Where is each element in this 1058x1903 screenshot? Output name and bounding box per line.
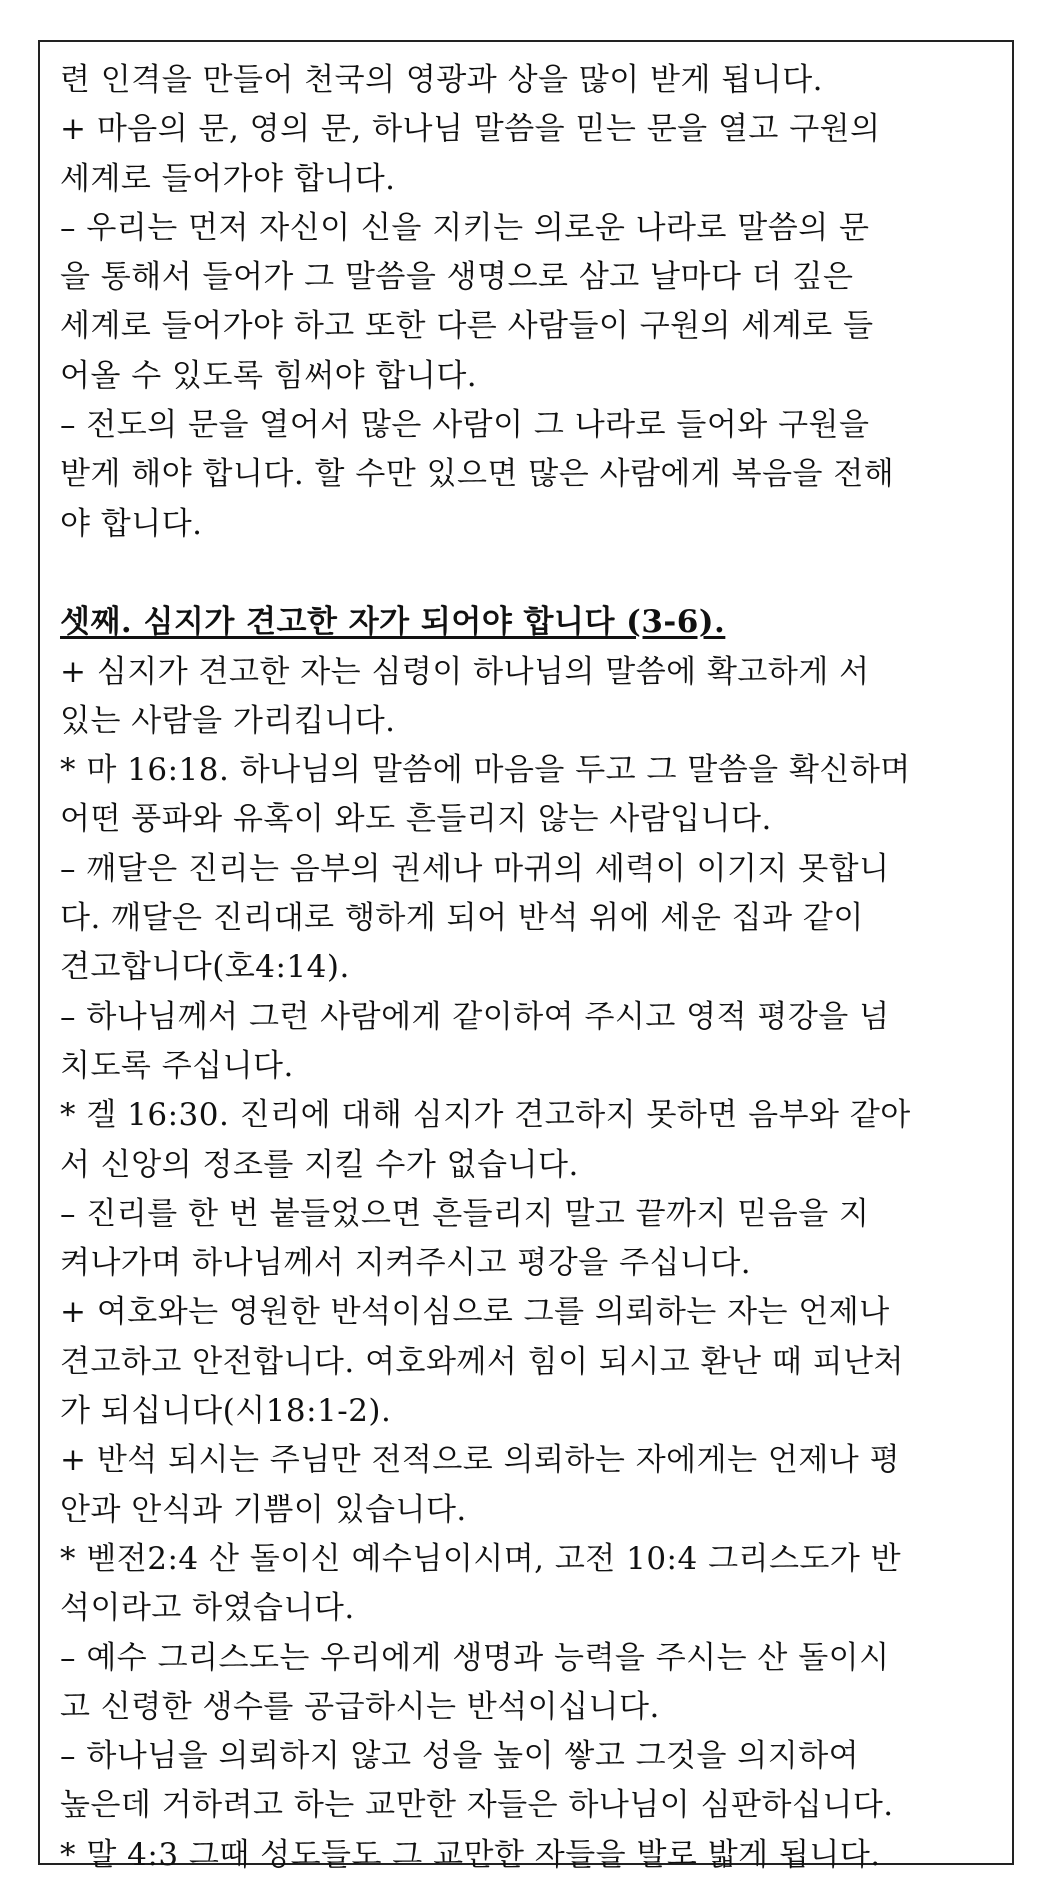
text-line: + 마음의 문, 영의 문, 하나님 말씀을 믿는 문을 열고 구원의: [60, 111, 881, 148]
text-line: 세계로 들어가야 하고 또한 다른 사람들이 구원의 세계로 들: [60, 308, 874, 345]
text-line: – 하나님께서 그런 사람에게 같이하여 주시고 영적 평강을 넘: [60, 998, 890, 1035]
text-line: * 마 16:18. 하나님의 말씀에 마음을 두고 그 말씀을 확신하며: [60, 752, 911, 789]
text-line: + 심지가 견고한 자는 심령이 하나님의 말씀에 확고하게 서: [60, 653, 870, 690]
text-line: 높은데 거하려고 하는 교만한 자들은 하나님이 심판하십니다.: [60, 1787, 894, 1824]
text-line: + 반석 되시는 주님만 전적으로 의뢰하는 자에게는 언제나 평: [60, 1442, 901, 1479]
document-body: [60, 56, 1000, 1880]
text-line: 다. 깨달은 진리대로 행하게 되어 반석 위에 세운 집과 같이: [60, 900, 864, 937]
text-line: – 전도의 문을 열어서 많은 사람이 그 나라로 들어와 구원을: [60, 407, 870, 444]
text-line: * 말 4:3 그때 성도들도 그 교만한 자들을 발로 밟게 됩니다.: [60, 1836, 881, 1873]
text-line: 치도록 주십니다.: [60, 1047, 294, 1084]
text-line: 받게 해야 합니다. 할 수만 있으면 많은 사람에게 복음을 전해: [60, 456, 895, 493]
text-line: – 깨달은 진리는 음부의 권세나 마귀의 세력이 이기지 못합니: [60, 850, 890, 887]
text-line: 세계로 들어가야 합니다.: [60, 160, 396, 197]
text-line: 켜나가며 하나님께서 지켜주시고 평강을 주십니다.: [60, 1245, 752, 1282]
text-line: – 하나님을 의뢰하지 않고 성을 높이 쌓고 그것을 의지하여: [60, 1738, 860, 1775]
text-line: * 겔 16:30. 진리에 대해 심지가 견고하지 못하면 음부와 같아: [60, 1097, 911, 1134]
text-line: 야 합니다.: [60, 505, 203, 542]
section-heading: 셋째. 심지가 견고한 자가 되어야 합니다 (3-6).: [60, 604, 726, 641]
text-line: 가 되십니다(시18:1-2).: [60, 1393, 392, 1430]
paragraph-gap: [60, 549, 1000, 598]
text-line: – 우리는 먼저 자신이 신을 지키는 의로운 나라로 말씀의 문: [60, 209, 870, 246]
text-line: * 벧전2:4 산 돌이신 예수님이시며, 고전 10:4 그리스도가 반: [60, 1540, 902, 1577]
text-line: 어올 수 있도록 힘써야 합니다.: [60, 357, 478, 394]
text-line: – 예수 그리스도는 우리에게 생명과 능력을 주시는 산 돌이시: [60, 1639, 890, 1676]
text-line: + 여호와는 영원한 반석이심으로 그를 의뢰하는 자는 언제나: [60, 1294, 890, 1331]
text-line: 을 통해서 들어가 그 말씀을 생명으로 삼고 날마다 더 깊은: [60, 259, 854, 296]
text-line: 견고합니다(호4:14).: [60, 949, 350, 986]
text-line: 있는 사람을 가리킵니다.: [60, 702, 396, 739]
text-line: 고 신령한 생수를 공급하시는 반석이십니다.: [60, 1688, 660, 1725]
text-line: – 진리를 한 번 붙들었으면 흔들리지 말고 끝까지 믿음을 지: [60, 1195, 870, 1232]
text-line: 석이라고 하였습니다.: [60, 1590, 355, 1627]
text-line: 어떤 풍파와 유혹이 와도 흔들리지 않는 사람입니다.: [60, 801, 772, 838]
text-line: 안과 안식과 기쁨이 있습니다.: [60, 1491, 467, 1528]
text-line: 서 신앙의 정조를 지킬 수가 없습니다.: [60, 1146, 579, 1183]
text-line: 련 인격을 만들어 천국의 영광과 상을 많이 받게 됩니다.: [60, 62, 823, 98]
page-frame: [38, 40, 1014, 1873]
text-line: 견고하고 안전합니다. 여호와께서 힘이 되시고 환난 때 피난처: [60, 1343, 904, 1380]
